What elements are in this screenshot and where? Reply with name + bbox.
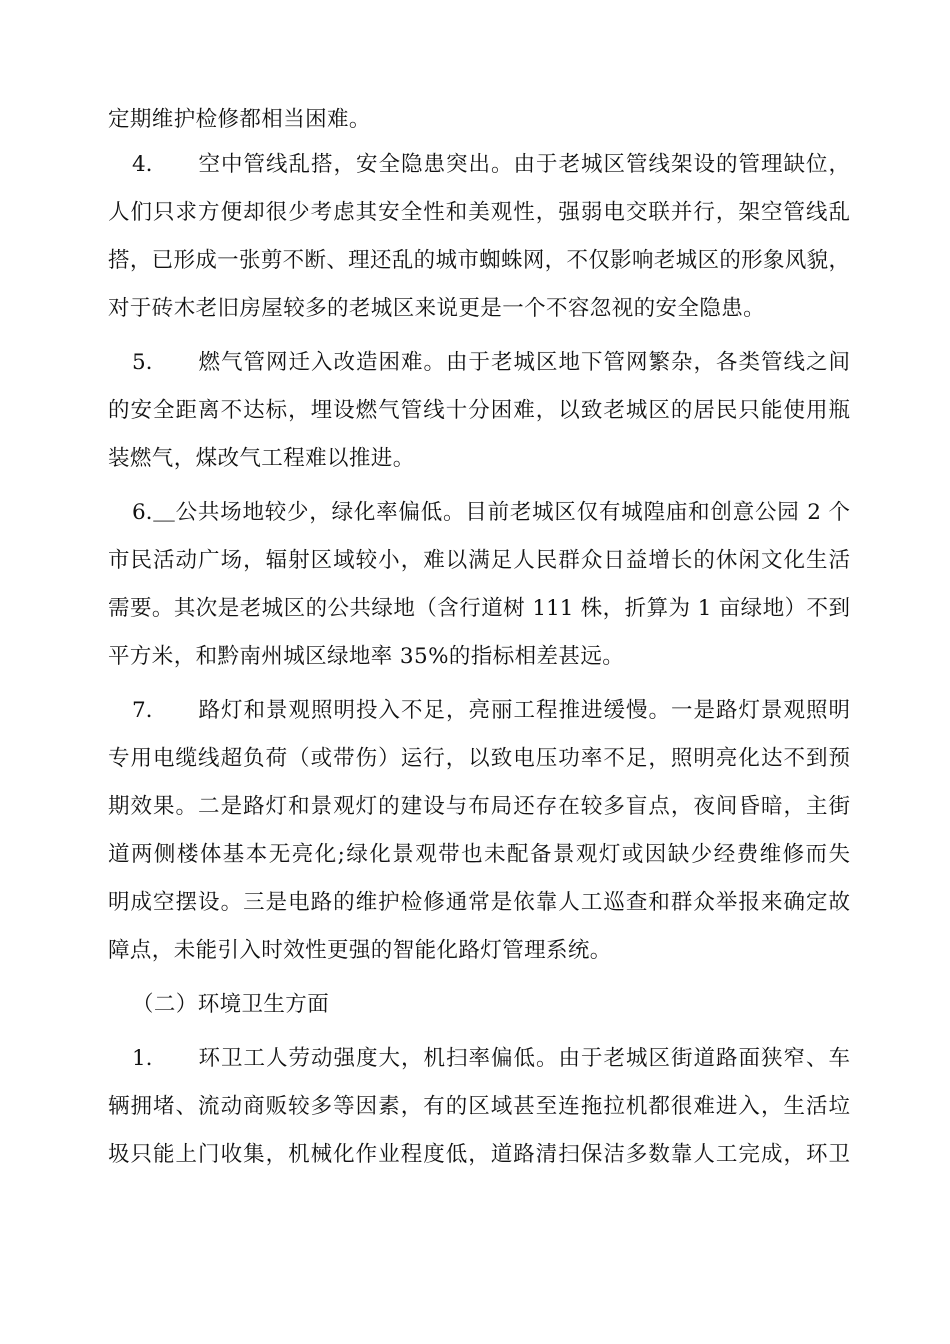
text-line-8: 装燃气，煤改气工程难以推进。 [108, 446, 415, 471]
text-line-11: 需要。其次是老城区的公共绿地（含行道树 111 株，折算为 1 亩绿地）不到 [108, 596, 850, 621]
text-line-15: 期效果。二是路灯和景观灯的建设与布局还存在较多盲点，夜间昏暗，主街 [108, 794, 850, 819]
text-line-10: 市民活动广场，辐射区域较小，难以满足人民群众日益增长的休闲文化生活 [108, 548, 850, 573]
text-line-3: 人们只求方便却很少考虑其安全性和美观性，强弱电交联并行，架空管线乱 [108, 200, 850, 225]
text-line-12: 平方米，和黔南州城区绿地率 35%的指标相差甚远。 [108, 644, 625, 669]
text-line-22: 圾只能上门收集，机械化作业程度低，道路清扫保洁多数靠人工完成，环卫 [108, 1142, 850, 1167]
text-line-17: 明成空摆设。三是电路的维护检修通常是依靠人工巡查和群众举报来确定故 [108, 890, 850, 915]
text-line-18: 障点，未能引入时效性更强的智能化路灯管理系统。 [108, 938, 612, 963]
text-line-6: 5. 燃气管网迁入改造困难。由于老城区地下管网繁杂，各类管线之间 [132, 350, 850, 375]
text-line-13: 7. 路灯和景观照明投入不足，亮丽工程推进缓慢。一是路灯景观照明 [132, 698, 850, 723]
section-heading: （二）环境卫生方面 [132, 992, 330, 1017]
text-line-21: 辆拥堵、流动商贩较多等因素，有的区域甚至连拖拉机都很难进入，生活垃 [108, 1094, 850, 1119]
text-line-14: 专用电缆线超负荷（或带伤）运行，以致电压功率不足，照明亮化达不到预 [108, 746, 850, 771]
text-line-2: 4. 空中管线乱搭，安全隐患突出。由于老城区管线架设的管理缺位， [132, 152, 850, 177]
text-line-1: 定期维护检修都相当困难。 [108, 107, 371, 132]
text-line-9: 6.＿公共场地较少，绿化率偏低。目前老城区仅有城隍庙和创意公园 2 个 [132, 500, 850, 525]
text-line-5: 对于砖木老旧房屋较多的老城区来说更是一个不容忽视的安全隐患。 [108, 296, 766, 321]
text-line-20: 1. 环卫工人劳动强度大，机扫率偏低。由于老城区街道路面狭窄、车 [132, 1046, 850, 1071]
text-line-4: 搭，已形成一张剪不断、理还乱的城市蜘蛛网，不仅影响老城区的形象风貌， [108, 248, 850, 273]
text-line-16: 道两侧楼体基本无亮化;绿化景观带也未配备景观灯或因缺少经费维修而失 [108, 842, 850, 867]
text-line-7: 的安全距离不达标，埋设燃气管线十分困难，以致老城区的居民只能使用瓶 [108, 398, 850, 423]
